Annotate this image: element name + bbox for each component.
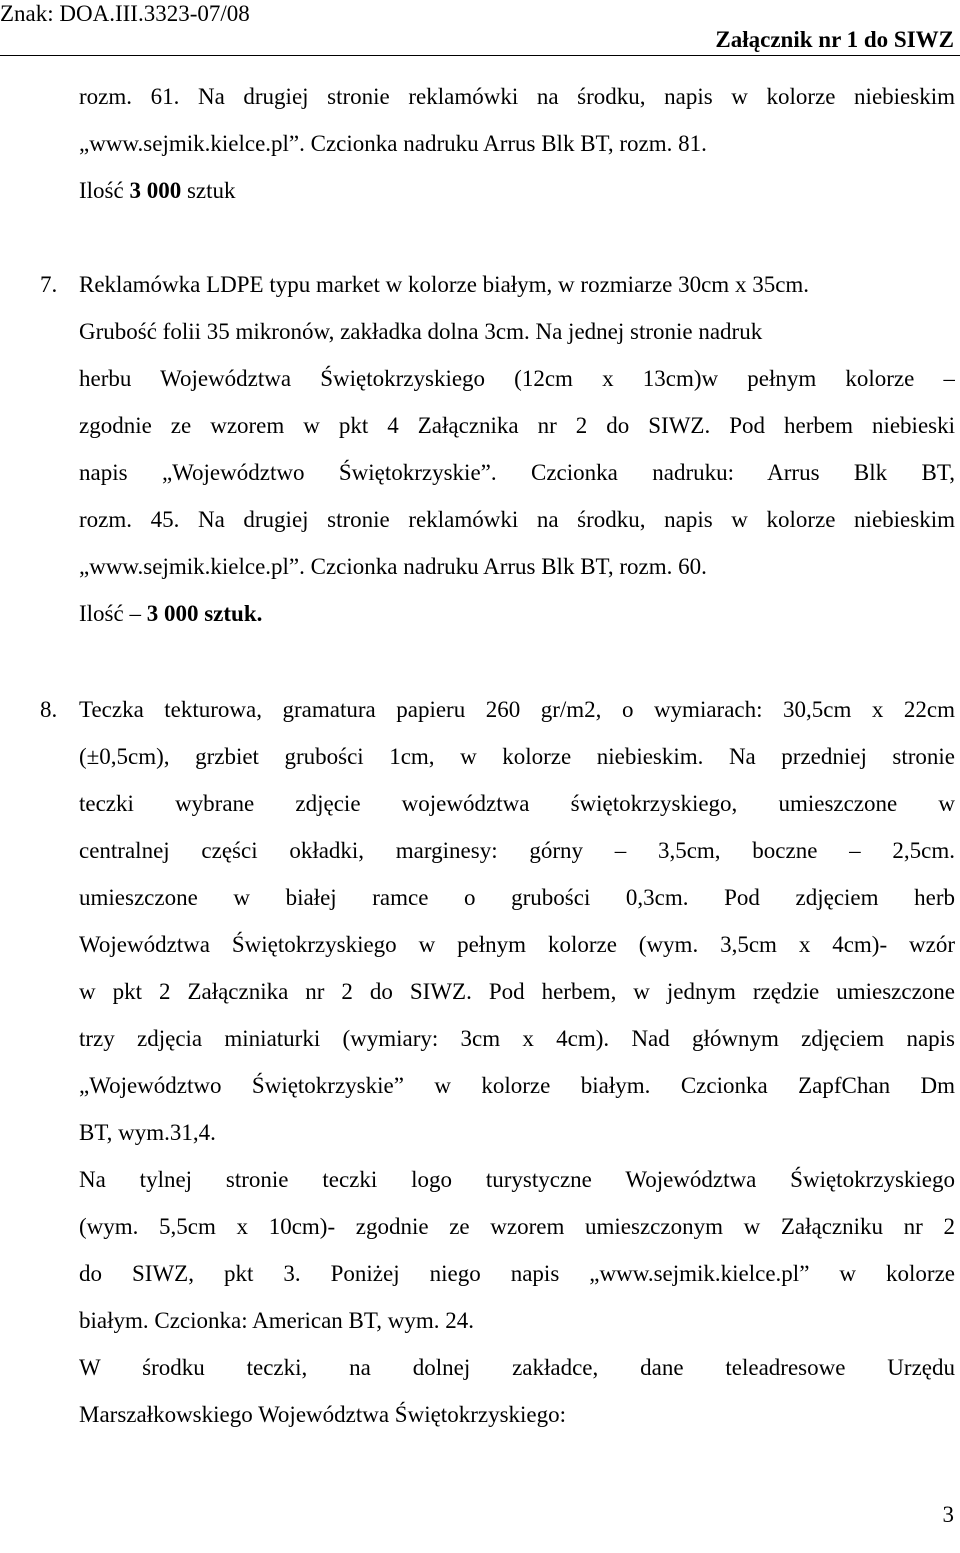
text-line: napis „Województwo Świętokrzyskie”. Czcionka nadruku: Arrus Blk BT, (79, 460, 955, 485)
page-number: 3 (942, 1502, 954, 1527)
text-line: do SIWZ, pkt 3. Poniżej niego napis „www.sejmik.kielce.pl” w kolorze (79, 1261, 955, 1286)
text-line: umieszczone w białej ramce o grubości 0,3cm. Pod zdjęciem herb (79, 885, 955, 910)
quantity-value: 3 000 (129, 178, 182, 203)
text-line: (±0,5cm), grzbiet grubości 1cm, w kolorze niebieskim. Na przedniej stronie (79, 744, 955, 769)
attachment-title: Załącznik nr 1 do SIWZ (715, 27, 954, 52)
text-line: Grubość folii 35 mikronów, zakładka dolna 3cm. Na jednej stronie nadruk (79, 319, 763, 344)
text-line: trzy zdjęcia miniaturki (wymiary: 3cm x 4cm). Nad głównym zdjęciem napis (79, 1026, 955, 1051)
quantity-line (79, 599, 262, 629)
quantity-line (79, 176, 236, 206)
quantity-label: Ilość – (79, 601, 147, 626)
header-divider (0, 55, 960, 56)
text-line: rozm. 61. Na drugiej stronie reklamówki na środku, napis w kolorze niebieskim (79, 84, 955, 109)
text-line: BT, wym.31,4. (79, 1120, 216, 1145)
text-line: rozm. 45. Na drugiej stronie reklamówki na środku, napis w kolorze niebieskim (79, 507, 955, 532)
quantity-value: 3 000 sztuk. (146, 601, 263, 626)
quantity-label: Ilość (79, 178, 130, 203)
text-line: (wym. 5,5cm x 10cm)- zgodnie ze wzorem umieszczonym w Załączniku nr 2 (79, 1214, 955, 1239)
text-line: „Województwo Świętokrzyskie” w kolorze białym. Czcionka ZapfChan Dm (79, 1073, 955, 1098)
text-line: Marszałkowskiego Województwa Świętokrzyskiego: (79, 1402, 567, 1427)
text-line: Teczka tekturowa, gramatura papieru 260 gr/m2, o wymiarach: 30,5cm x 22cm (79, 697, 955, 722)
text-line: Na tylnej stronie teczki logo turystyczne Województwa Świętokrzyskiego (79, 1167, 955, 1192)
text-line: białym. Czcionka: American BT, wym. 24. (79, 1308, 474, 1333)
quantity-unit: sztuk (181, 178, 236, 203)
text-line: centralnej części okładki, marginesy: górny – 3,5cm, boczne – 2,5cm. (79, 838, 955, 863)
text-line: Reklamówka LDPE typu market w kolorze białym, w rozmiarze 30cm x 35cm. (79, 272, 810, 297)
text-line: herbu Województwa Świętokrzyskiego (12cm x 13cm)w pełnym kolorze – (79, 366, 955, 391)
text-line: zgodnie ze wzorem w pkt 4 Załącznika nr 2 do SIWZ. Pod herbem niebieski (79, 413, 955, 438)
text-line: teczki wybrane zdjęcie województwa świętokrzyskiego, umieszczone w (79, 791, 955, 816)
text-line: „www.sejmik.kielce.pl”. Czcionka nadruku Arrus Blk BT, rozm. 81. (79, 131, 707, 156)
text-line: Województwa Świętokrzyskiego w pełnym kolorze (wym. 3,5cm x 4cm)- wzór (79, 932, 955, 957)
item-number: 7. (40, 272, 58, 297)
text-line: W środku teczki, na dolnej zakładce, dane teleadresowe Urzędu (79, 1355, 955, 1380)
text-line: „www.sejmik.kielce.pl”. Czcionka nadruku Arrus Blk BT, rozm. 60. (79, 554, 707, 579)
document-reference: Znak: DOA.III.3323-07/08 (0, 1, 250, 26)
item-number: 8. (40, 697, 58, 722)
text-line: w pkt 2 Załącznika nr 2 do SIWZ. Pod herbem, w jednym rzędzie umieszczone (79, 979, 955, 1004)
